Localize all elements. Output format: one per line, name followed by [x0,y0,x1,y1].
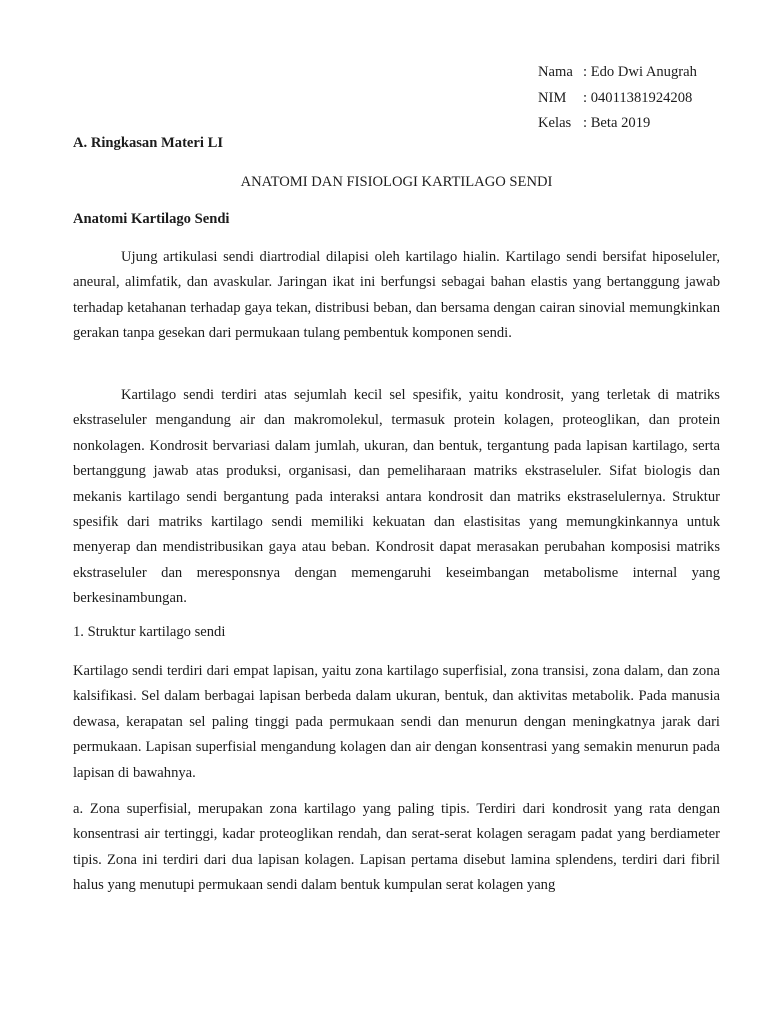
paragraph-3: Kartilago sendi terdiri dari empat lapisan, yaitu zona kartilago superfisial, zona transisi, zona dalam, dan zona kalsifikasi. Sel dalam berbagai lapisan berbeda dalam ukuran, bentuk, dan aktivitas metabolik. Pada manusia dewasa, kerapatan sel paling tinggi pada permukaan sendi dan menurun dengan meningkatnya jarak dari permukaan. Lapisan superfisial mengandung kolagen dan air dengan konsentrasi yang semakin menurun pada lapisan di bawahnya. [73,663,720,781]
nim-value: : 04011381924208 [583,89,693,106]
paragraph-2: Kartilago sendi terdiri atas sejumlah kecil sel spesifik, yaitu kondrosit, yang terletak di matriks ekstraseluler mengandung air dan makromolekul, termasuk protein kolagen, proteoglikan, dan protein nonkolagen. Kondrosit bervariasi dalam jumlah, ukuran, dan bentuk, tergantung pada lapisan kartilago, serta bertanggung jawab atas produksi, organisasi, dan pemeliharaan matriks ekstraseluler. Sifat biologis dan mekanis kartilago sendi bergantung pada interaksi antara kondrosit dan matriks ekstraselulernya. Struktur spesifik dari matriks kartilago sendi memiliki kekuatan dan elastisitas yang memungkinkannya untuk menyerap dan mendistribusikan gaya atau beban. Kondrosit dapat merasakan perubahan komposisi matriks ekstraseluler dan meresponsnya dengan memengaruhi keseimbangan metabolisme internal yang berkesinambungan. [73,387,720,607]
paragraph-1: Ujung artikulasi sendi diartrodial dilapisi oleh kartilago hialin. Kartilago sendi bersifat hiposeluler, aneural, alimfatik, dan avaskular. Jaringan ikat ini berfungsi sebagai bahan elastis yang bertanggung jawab terhadap ketahanan terhadap gaya tekan, distribusi beban, dan bersama dengan cairan sinovial memungkinkan gerakan tanpa gesekan dari permukaan tulang pembentuk komponen sendi. [73,249,720,342]
name-value: : Edo Dwi Anugrah [583,64,697,80]
class-row [538,111,753,137]
document-title: ANATOMI DAN FISIOLOGI KARTILAGO SENDI [240,174,553,190]
paragraph-4: a. Zona superfisial, merupakan zona kartilago yang paling tipis. Terdiri dari kondrosit yang rata dengan konsentrasi air tertinggi, kadar proteoglikan rendah, dan serat-serat kolagen seragam padat yang berdiameter tipis. Zona ini terdiri dari dua lapisan kolagen. Lapisan pertama disebut lamina splendens, terdiri dari fibril halus yang menutupi permukaan sendi dalam bentuk kumpulan serat kolagen yang [73,801,720,894]
nim-row [538,86,753,112]
nim-label: NIM [538,89,567,106]
name-row [538,60,753,86]
section-heading: A. Ringkasan Materi LI [73,135,223,151]
class-label: Kelas [538,115,572,131]
class-value: : Beta 2019 [583,115,651,131]
name-label: Nama [538,64,573,80]
list-heading: 1. Struktur kartilago sendi [73,624,226,640]
student-identity-block [538,60,753,137]
subheading: Anatomi Kartilago Sendi [73,211,230,227]
